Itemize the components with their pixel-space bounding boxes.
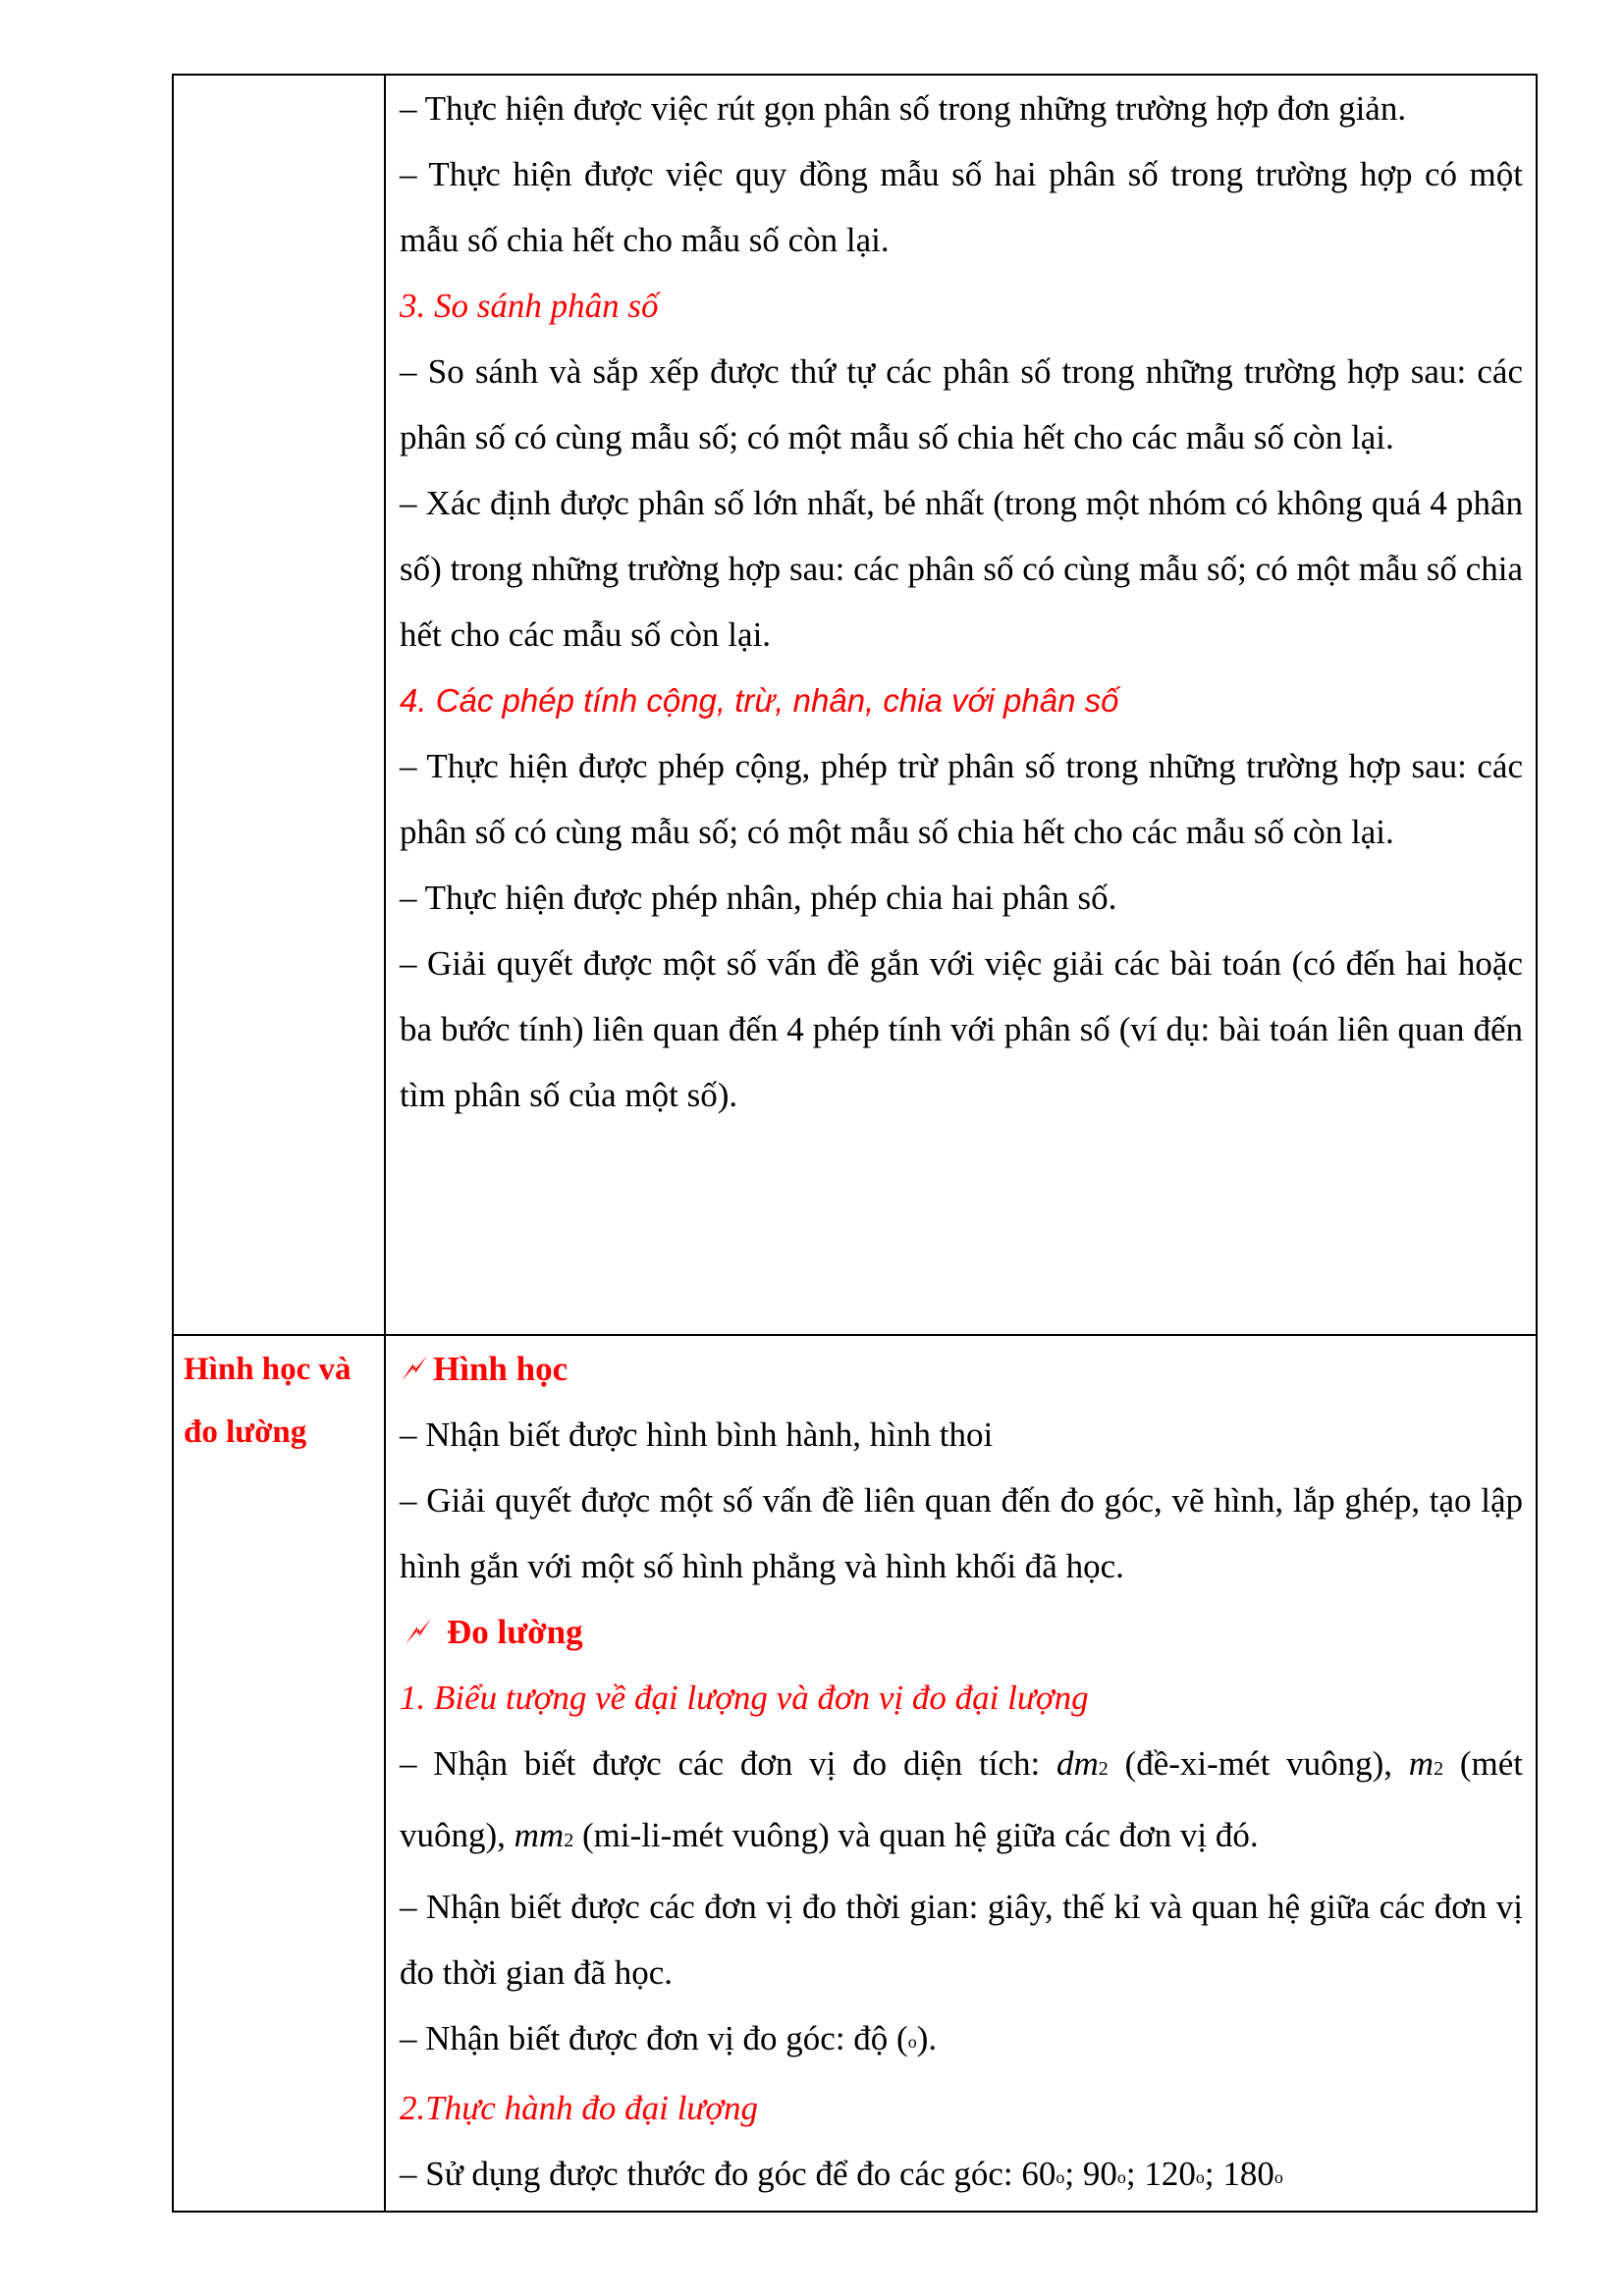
section-heading-compare-fractions: 3. So sánh phân số — [400, 287, 659, 325]
paragraph: – Thực hiện được phép nhân, phép chia hai phân số. — [400, 879, 1117, 917]
paragraph: – Nhận biết được các đơn vị đo thời gian: giây, thế kỉ và quan hệ giữa các đơn vị đo thời gian đã học. — [400, 1888, 1523, 1992]
table-row — [173, 1335, 1537, 2212]
lightning-arrow-icon — [404, 1617, 433, 1646]
paragraph: – Thực hiện được việc quy đồng mẫu số hai phân số trong trường hợp có một mẫu số chia hết cho mẫu số còn lại. — [400, 155, 1523, 259]
table-row — [173, 75, 1537, 1335]
paragraph: – Nhận biết được hình bình hành, hình thoi — [400, 1415, 994, 1454]
content-cell — [385, 75, 1537, 1335]
subsection-heading-units: 1. Biểu tượng về đại lượng và đơn vị đo đại lượng — [400, 1679, 1089, 1717]
paragraph: – So sánh và sắp xếp được thứ tự các phân số trong những trường hợp sau: các phân số có cùng mẫu số; có một mẫu số chia hết cho các mẫu số còn lại. — [400, 352, 1523, 456]
paragraph-protractor: – Sử dụng được thước đo góc để đo các góc: 60o; 90o; 120o; 180o — [400, 2155, 1283, 2193]
category-cell — [173, 1335, 385, 2212]
lightning-arrow-icon — [400, 1354, 429, 1383]
paragraph-angle-unit: – Nhận biết được đơn vị đo góc: độ (o). — [400, 2019, 938, 2057]
content-cell — [385, 1335, 1537, 2212]
measurement-heading: Đo lường — [400, 1599, 1523, 1665]
geometry-heading: Hình học — [400, 1336, 1523, 1402]
section-heading-fraction-operations: 4. Các phép tính cộng, trừ, nhân, chia với phân số — [400, 682, 1119, 719]
paragraph: – Giải quyết được một số vấn đề gắn với việc giải các bài toán (có đến hai hoặc ba bước tính) liên quan đến 4 phép tính với phân số (ví dụ: bài toán liên quan đến tìm phân số của một số). — [400, 944, 1523, 1114]
paragraph: – Thực hiện được việc rút gọn phân số trong những trường hợp đơn giản. — [400, 89, 1407, 128]
paragraph: – Thực hiện được phép cộng, phép trừ phân số trong những trường hợp sau: các phân số có cùng mẫu số; có một mẫu số chia hết cho các mẫu số còn lại. — [400, 747, 1523, 851]
category-cell-empty — [173, 75, 385, 1335]
paragraph-area-units: – Nhận biết được các đơn vị đo diện tích: dm2 (đề-xi-mét vuông), m2 (mét vuông), mm2 (mi-li-mét vuông) và quan hệ giữa các đơn vị đó. — [400, 1744, 1523, 1854]
subsection-heading-practice: 2.Thực hành đo đại lượng — [400, 2089, 759, 2127]
paragraph: – Giải quyết được một số vấn đề liên quan đến đo góc, vẽ hình, lắp ghép, tạo lập hình gắn với một số hình phẳng và hình khối đã học. — [400, 1481, 1523, 1585]
category-label: Hình học và đo lường — [184, 1352, 352, 1450]
curriculum-table — [172, 74, 1538, 2213]
paragraph: – Xác định được phân số lớn nhất, bé nhất (trong một nhóm có không quá 4 phân số) trong những trường hợp sau: các phân số có cùng mẫu số; có một mẫu số chia hết cho các mẫu số còn lại. — [400, 484, 1523, 654]
